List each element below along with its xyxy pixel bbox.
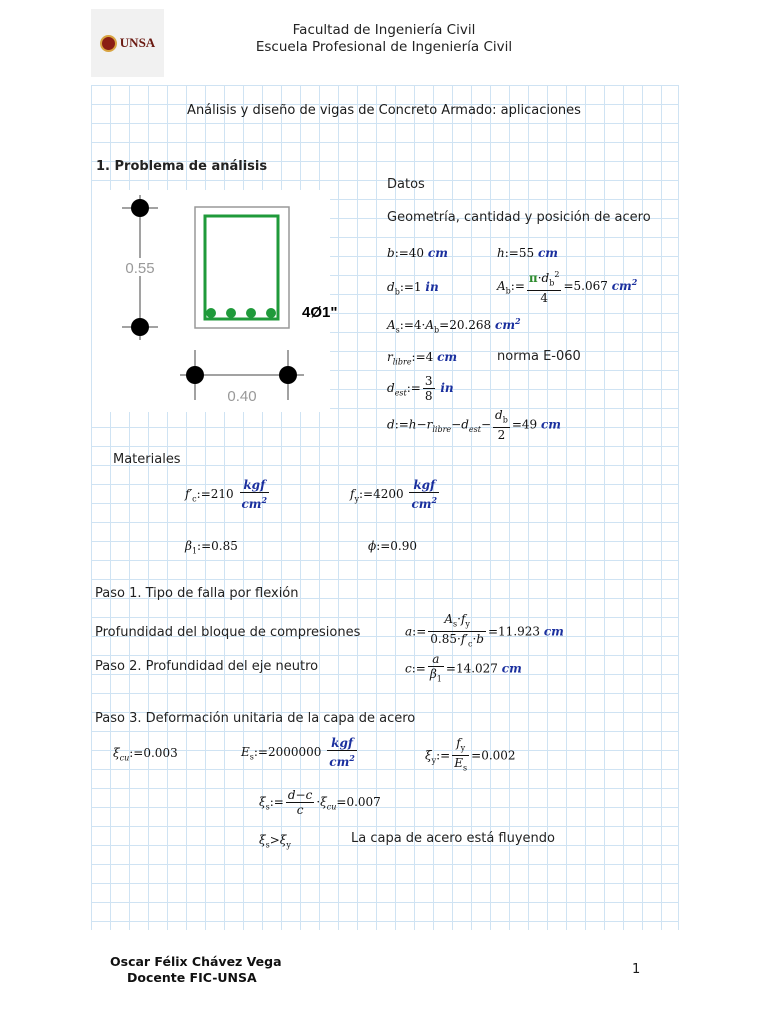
rebar-label: 4Ø1" — [302, 304, 338, 321]
rebar-1 — [206, 308, 216, 318]
eq-Es: $E_s:=2000000$ $\frac{\text{kgf}}{cm^2}$ — [241, 736, 355, 769]
dimension-node-right — [279, 366, 297, 384]
eq-rlibre: $r_{libre}:=4$ cm — [387, 350, 458, 367]
paso1-label: Paso 1. Tipo de falla por flexión — [95, 586, 299, 601]
eq-fy: $f_y:=4200$ $\frac{\text{kgf}}{cm^2}$ — [350, 478, 438, 511]
eq-d: $d:=h-r_{libre}-d_{est}-$ $\frac{d_b}{2}$ =49 cm — [387, 408, 562, 443]
dimension-node-bottom — [131, 318, 149, 336]
geometry-label: Geometría, cantidad y posición de acero — [387, 210, 651, 225]
norma-label: norma E-060 — [497, 349, 581, 364]
dimension-node-top — [131, 199, 149, 217]
eq-es: $\xi_s:=$ $\frac{d-c}{c}$ $\cdot\xi_{cu}=0.007$ — [259, 788, 381, 817]
paso2-label: Paso 2. Profundidad del eje neutro — [95, 659, 319, 674]
datos-label: Datos — [387, 177, 425, 192]
dimension-node-left — [186, 366, 204, 384]
eq-h: h:=55 cm — [497, 246, 558, 260]
eq-db: $d_b:=1$ in — [387, 280, 439, 297]
eq-comparison: $\xi_s>\xi_y$ — [259, 833, 291, 850]
logo-text: UNSA — [119, 35, 156, 50]
faculty-title: Facultad de Ingeniería Civil — [292, 22, 476, 38]
author-role: Docente FIC-UNSA — [127, 970, 257, 985]
eq-Ab: $A_b:=$ $\frac{\pi\cdot d_b^2}{4}$ =5.067 $cm^2$ — [497, 270, 638, 306]
eq-c: c:= $\frac{a}{\beta_1}$ =14.027 cm — [405, 652, 522, 684]
eq-fc: $f'_c:=210$ $\frac{\text{kgf}}{cm^2}$ — [185, 478, 268, 511]
author-name: Oscar Félix Chávez Vega — [110, 954, 282, 969]
section-heading: 1. Problema de análisis — [96, 159, 268, 174]
rebar-4 — [266, 308, 276, 318]
height-dimension-label: 0.55 — [125, 260, 155, 277]
eq-ecu: $\xi_{cu}:=0.003$ — [113, 746, 178, 763]
document-title: Análisis y diseño de vigas de Concreto Armado: aplicaciones — [187, 103, 581, 118]
eq-dest: $d_{est}:=$ $\frac{3}{8}$ in — [387, 374, 454, 403]
page-number: 1 — [632, 962, 641, 977]
paso3-label: Paso 3. Deformación unitaria de la capa de acero — [95, 711, 416, 726]
school-title: Escuela Profesional de Ingeniería Civil — [255, 39, 513, 55]
eq-phi: ϕ:=0.90 — [368, 539, 418, 553]
conclusion-label: La capa de acero está fluyendo — [351, 831, 555, 846]
profundidad-bloque-label: Profundidad del bloque de compresiones — [95, 625, 361, 640]
eq-beta1: $\beta_1:=0.85$ — [185, 539, 238, 556]
materiales-label: Materiales — [113, 452, 181, 467]
rebar-2 — [226, 308, 236, 318]
width-dimension-label: 0.40 — [227, 388, 257, 405]
eq-a: a:= $\frac{A_s\cdot f_y}{0.85\cdot f'_c\cdot b}$ =11.923 cm — [405, 612, 564, 649]
eq-ey: $\xi_y:=$ $\frac{f_y}{E_s}$ =0.002 — [425, 736, 516, 773]
rebar-3 — [246, 308, 256, 318]
eq-b: b:=40 cm — [387, 246, 448, 260]
eq-As: $A_s:=4\cdot A_b=20.268$ $cm^2$ — [387, 316, 521, 335]
beam-cross-section-figure — [92, 190, 338, 412]
